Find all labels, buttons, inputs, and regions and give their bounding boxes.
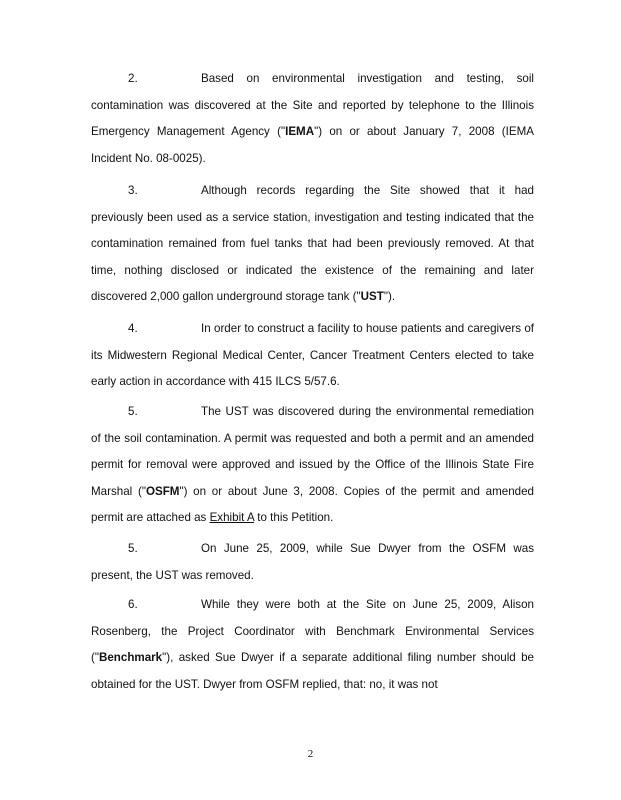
bold-term-ust: UST [360, 290, 384, 304]
paragraph-text: "), asked Sue Dwyer if a separate additional filing number should be obtained for the UST. Dwyer from OSFM replied, that: no, it was not [91, 651, 534, 691]
paragraph-number: 2. [128, 72, 138, 85]
paragraph-number: 5. [128, 405, 138, 418]
paragraph-text: "). [383, 290, 396, 304]
exhibit-a-reference: Exhibit A [209, 511, 255, 525]
paragraph-3 [91, 178, 534, 311]
paragraph-4 [91, 316, 534, 396]
paragraph-6 [91, 592, 534, 698]
paragraph-number: 3. [128, 184, 138, 197]
bold-term-osfm: OSFM [145, 484, 180, 498]
paragraph-text: On June 25, 2009, while Sue Dwyer from the OSFM was present, the UST was removed. [91, 542, 534, 582]
paragraph-text: to this Petition. [254, 511, 334, 525]
paragraph-number: 5. [128, 542, 138, 555]
paragraph-5a [91, 399, 534, 532]
paragraph-text: Based on environmental investigation and testing, soil contamination was discovered at the Site and reported by telephone to the Illinois Emergency Management Agency (" [91, 72, 534, 139]
page-number: 2 [307, 748, 314, 760]
paragraph-5b [91, 536, 534, 589]
bold-term-iema: IEMA [285, 125, 315, 139]
paragraph-text: The UST was discovered during the environmental remediation of the soil contamination. A permit was requested and both a permit and an amended permit for removal were approved and issued by the Office of the Illinois State Fire Marshal (" [91, 405, 534, 498]
paragraph-number: 4. [128, 322, 138, 335]
paragraph-number: 6. [128, 598, 138, 611]
paragraph-text: In order to construct a facility to house patients and caregivers of its Midwestern Regional Medical Center, Cancer Treatment Centers elected to take early action in accordance with 415 ILCS 5/57.6. [91, 322, 534, 389]
paragraph-2 [91, 66, 534, 172]
paragraph-text: While they were both at the Site on June 25, 2009, Alison Rosenberg, the Project Coordinator with Benchmark Environmental Services (" [91, 598, 534, 665]
paragraph-text: Although records regarding the Site showed that it had previously been used as a service station, investigation and testing indicated that the contamination remained from fuel tanks that had been previously removed. At that time, nothing disclosed or indicated the existence of the remaining and later discovered 2,000 gallon underground storage tank (" [91, 184, 534, 304]
bold-term-benchmark: Benchmark [98, 651, 163, 665]
paragraph-text: ") on or about January 7, 2008 (IEMA Incident No. 08-0025). [91, 125, 534, 165]
paragraph-text: ") on or about June 3, 2008. Copies of the permit and amended permit are attached as [91, 484, 534, 525]
